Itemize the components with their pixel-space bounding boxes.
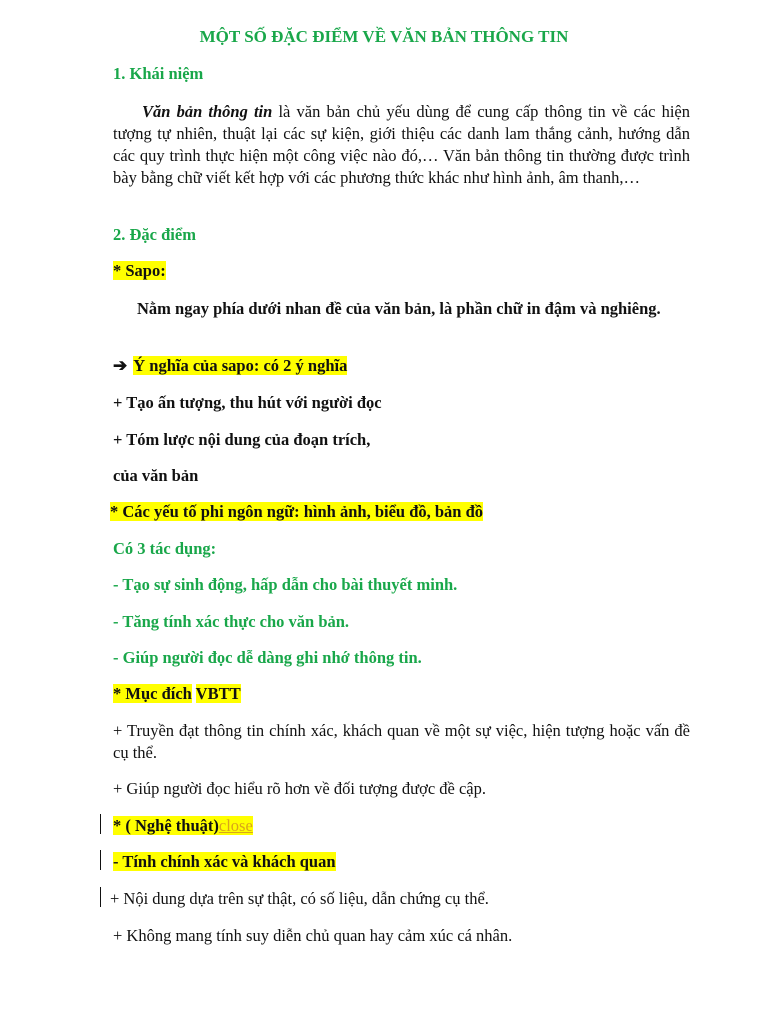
text-cursor [100, 887, 101, 907]
sapo-meaning-heading: ➔ Ý nghĩa của sapo: có 2 ý nghĩa [113, 356, 348, 375]
effect-item: - Tạo sự sinh động, hấp dẫn cho bài thuyết minh. [113, 575, 458, 594]
text-cursor [100, 850, 101, 870]
purpose-heading: * Mục đích VBTT [113, 684, 241, 703]
nonverbal-elements-heading: * Các yếu tố phi ngôn ngữ: hình ảnh, biểu đồ, bản đồ [110, 502, 484, 521]
sapo-label: * Sapo: [113, 261, 166, 280]
arrow-right-icon: ➔ [113, 356, 128, 375]
purpose-item: + Giúp người đọc hiểu rõ hơn về đối tượng được đề cập. [113, 779, 487, 798]
sapo-meaning-item: + Tóm lược nội dung của đoạn trích, [113, 430, 371, 449]
effect-item: - Giúp người đọc dễ dàng ghi nhớ thông tin. [113, 648, 422, 667]
definition-term: Văn bản thông tin [142, 102, 273, 121]
definition-paragraph [113, 101, 690, 189]
sapo-meaning-item-continued: của văn bản [113, 466, 199, 485]
document-title: MỘT SỐ ĐẶC ĐIỂM VỀ VĂN BẢN THÔNG TIN [199, 27, 569, 46]
section-1-heading: 1. Khái niệm [113, 64, 204, 83]
definition-text: là văn bản chủ yếu dùng để cung cấp thông tin về các hiện tượng tự nhiên, thuật lại các sự kiện, giới thiệu các danh lam thắng cảnh, hướng dẫn các quy trình thực hiện một công việc nào đó,… Văn bản thông tin thường được trình bày bằng chữ viết kết hợp với các phương thức khác như hình ảnh, âm thanh,… [113, 102, 691, 187]
accuracy-item: + Nội dung dựa trên sự thật, có số liệu, dẫn chứng cụ thể. [110, 889, 489, 908]
accuracy-heading: - Tính chính xác và khách quan [113, 852, 336, 871]
sapo-description: Nằm ngay phía dưới nhan đề của văn bản, là phần chữ in đậm và nghiêng. [137, 299, 661, 318]
effect-item: - Tăng tính xác thực cho văn bản. [113, 612, 350, 631]
section-2-heading: 2. Đặc điểm [113, 225, 196, 244]
text-cursor [100, 814, 101, 834]
accuracy-item: + Không mang tính suy diễn chủ quan hay cảm xúc cá nhân. [113, 926, 513, 945]
close-link[interactable]: close [218, 816, 253, 835]
purpose-item: + Truyền đạt thông tin chính xác, khách quan về một sự việc, hiện tượng hoặc vấn đề cụ thể. [113, 721, 690, 762]
effects-heading: Có 3 tác dụng: [113, 539, 217, 558]
art-heading: * ( Nghệ thuật)close [113, 816, 253, 835]
sapo-meaning-item: + Tạo ấn tượng, thu hút với người đọc [113, 393, 382, 412]
